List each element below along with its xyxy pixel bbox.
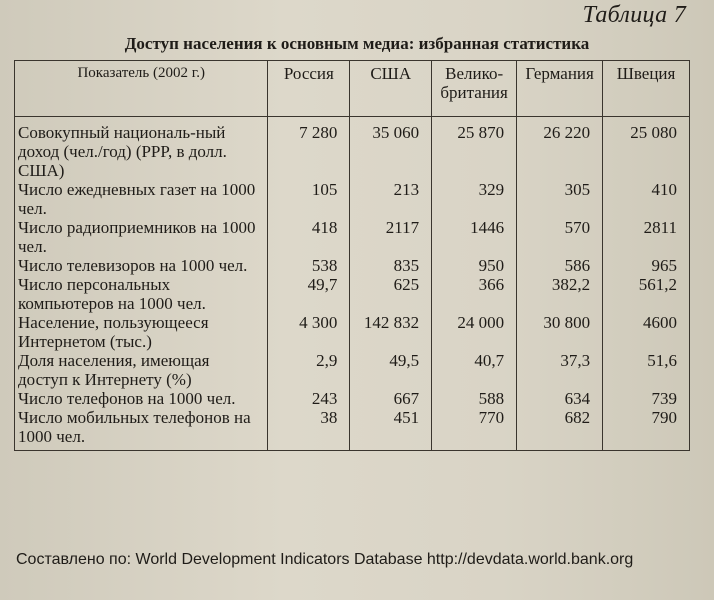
country-header-russia: Россия [268,61,350,117]
row-value: 561,2 [603,275,690,313]
row-value: 49,7 [268,275,350,313]
table-row [15,351,690,389]
indicator-header: Показатель (2002 г.) [15,61,268,117]
row-value: 30 800 [517,313,603,351]
row-value: 4 300 [268,313,350,351]
row-value: 790 [603,408,690,451]
row-value: 965 [603,256,690,275]
row-label: Население, пользующееся Интернетом (тыс.) [15,313,268,351]
table-row [15,313,690,351]
country-header-uk: Велико-британия [432,61,517,117]
row-label: Совокупный националь-ный доход (чел./год) (PPP, в долл. США) [15,117,268,181]
row-value: 2117 [350,218,432,256]
row-value: 950 [432,256,517,275]
table-row [15,275,690,313]
row-value: 25 870 [432,117,517,181]
table-row [15,117,690,181]
row-value: 835 [350,256,432,275]
table-row [15,180,690,218]
row-value: 586 [517,256,603,275]
country-header-sweden: Швеция [603,61,690,117]
row-value: 213 [350,180,432,218]
table-row [15,408,690,451]
row-value: 682 [517,408,603,451]
row-label: Число телефонов на 1000 чел. [15,389,268,408]
row-value: 1446 [432,218,517,256]
row-label: Число ежедневных газет на 1000 чел. [15,180,268,218]
row-label: Доля населения, имеющая доступ к Интернету (%) [15,351,268,389]
row-label: Число мобильных телефонов на 1000 чел. [15,408,268,451]
row-value: 2,9 [268,351,350,389]
row-value: 625 [350,275,432,313]
media-access-table [14,60,690,451]
row-label: Число радиоприемников на 1000 чел. [15,218,268,256]
row-label: Число телевизоров на 1000 чел. [15,256,268,275]
source-note: Составлено по: World Development Indicators Database http://devdata.world.bank.org [16,551,634,568]
row-value: 305 [517,180,603,218]
row-value: 51,6 [603,351,690,389]
row-value: 634 [517,389,603,408]
row-value: 570 [517,218,603,256]
row-value: 588 [432,389,517,408]
row-value: 49,5 [350,351,432,389]
country-header-usa: США [350,61,432,117]
row-value: 38 [268,408,350,451]
row-value: 418 [268,218,350,256]
table-row [15,218,690,256]
row-value: 24 000 [432,313,517,351]
row-value: 667 [350,389,432,408]
row-value: 410 [603,180,690,218]
row-value: 382,2 [517,275,603,313]
row-value: 105 [268,180,350,218]
row-value: 35 060 [350,117,432,181]
country-header-germany: Германия [517,61,603,117]
row-value: 366 [432,275,517,313]
table-caption: Таблица 7 [582,2,686,28]
row-value: 37,3 [517,351,603,389]
table-row [15,389,690,408]
row-value: 7 280 [268,117,350,181]
row-value: 329 [432,180,517,218]
row-value: 538 [268,256,350,275]
row-value: 26 220 [517,117,603,181]
row-value: 142 832 [350,313,432,351]
row-value: 40,7 [432,351,517,389]
row-value: 739 [603,389,690,408]
row-value: 4600 [603,313,690,351]
table-row [15,256,690,275]
row-label: Число персональных компьютеров на 1000 чел. [15,275,268,313]
table-title: Доступ населения к основным медиа: избранная статистика [124,34,590,53]
header-row [15,61,690,117]
row-value: 25 080 [603,117,690,181]
row-value: 2811 [603,218,690,256]
row-value: 770 [432,408,517,451]
row-value: 243 [268,389,350,408]
row-value: 451 [350,408,432,451]
